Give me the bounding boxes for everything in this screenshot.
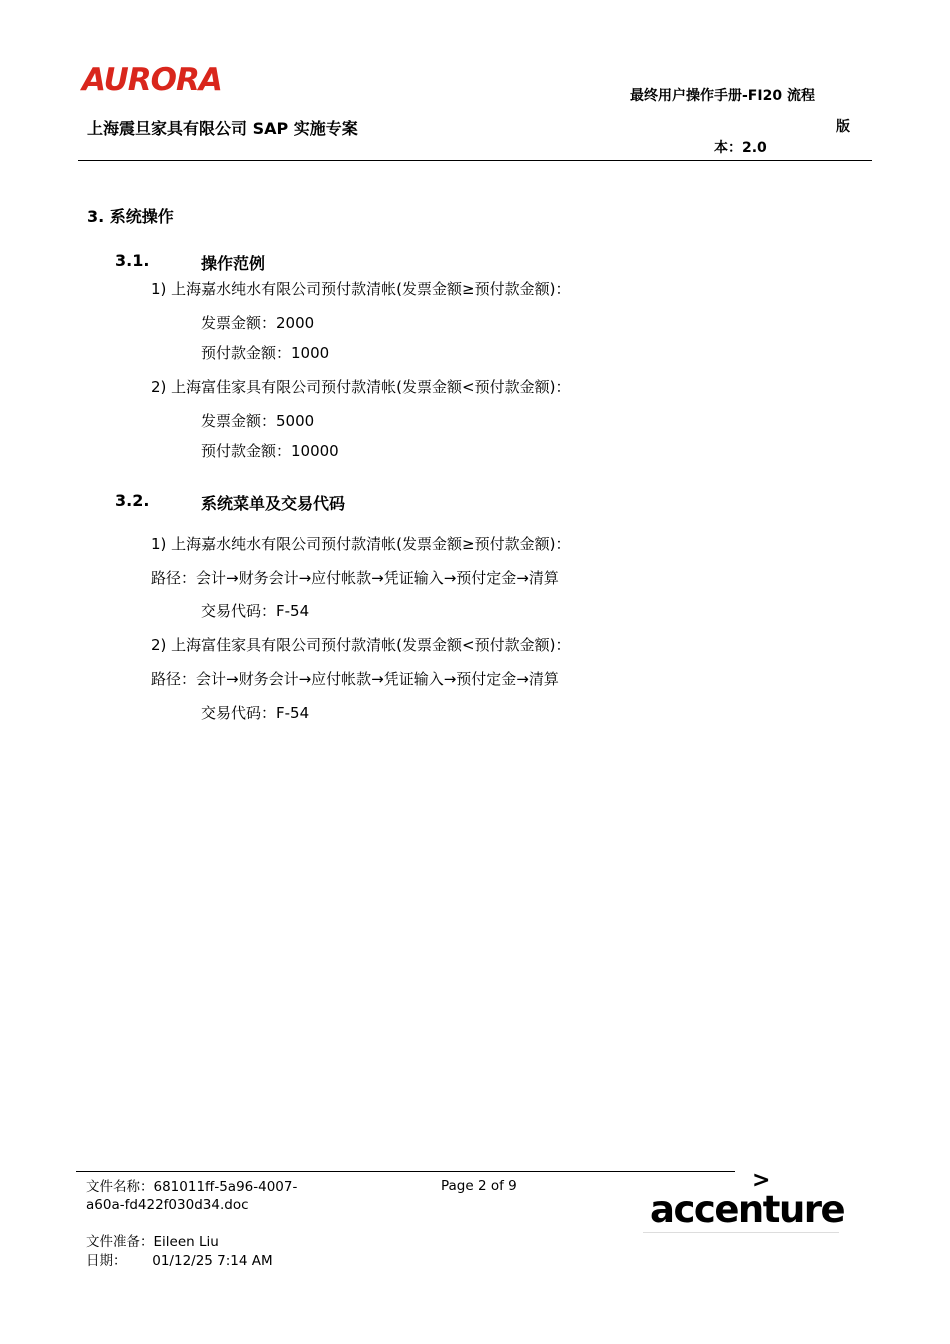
menu-item-1: 1) 上海嘉水纯水有限公司预付款清帐(发票金额≥预付款金额)：: [151, 535, 571, 553]
menu-item-2: 2) 上海富佳家具有限公司预付款清帐(发票金额<预付款金额)：: [151, 636, 571, 654]
subsection-number-3-1: 3.1.: [115, 251, 150, 270]
logo-underline: [643, 1232, 839, 1233]
aurora-logo: AURORA: [82, 62, 222, 98]
footer-filename-line1: 文件名称：681011ff-5a96-4007-: [86, 1179, 298, 1195]
manual-title: 最终用户操作手册-FI20 流程: [630, 88, 815, 104]
company-project-title: 上海震旦家具有限公司 SAP 实施专案: [87, 119, 358, 138]
transaction-code-2: 交易代码：F-54: [201, 704, 310, 722]
page-number: Page 2 of 9: [441, 1178, 517, 1194]
example-2-prepay-amount: 预付款金额：10000: [201, 442, 339, 460]
footer-divider: [76, 1171, 735, 1172]
footer-date: 日期： 01/12/25 7:14 AM: [86, 1253, 273, 1269]
subsection-number-3-2: 3.2.: [115, 491, 150, 510]
example-item-2: 2) 上海富佳家具有限公司预付款清帐(发票金额<预付款金额)：: [151, 378, 571, 396]
accenture-logo: accenture: [650, 1188, 845, 1231]
footer-prepared-by: 文件准备：Eileen Liu: [86, 1234, 219, 1250]
version-label: 本：2.0: [714, 140, 767, 156]
section-heading: 3. 系统操作: [87, 207, 174, 226]
subsection-title-3-1: 操作范例: [201, 254, 266, 273]
transaction-code-1: 交易代码：F-54: [201, 602, 310, 620]
header-divider: [78, 160, 872, 161]
menu-path-2: 路径：会计→财务会计→应付帐款→凭证输入→预付定金→清算: [151, 670, 559, 688]
example-1-prepay-amount: 预付款金额：1000: [201, 344, 330, 362]
example-2-invoice-amount: 发票金额：5000: [201, 412, 315, 430]
example-item-1: 1) 上海嘉水纯水有限公司预付款清帐(发票金额≥预付款金额)：: [151, 280, 571, 298]
example-1-invoice-amount: 发票金额：2000: [201, 314, 315, 332]
footer-filename-line2: a60a-fd422f030d34.doc: [86, 1197, 249, 1213]
version-label-ban: 版: [836, 119, 850, 135]
subsection-title-3-2: 系统菜单及交易代码: [201, 494, 346, 513]
menu-path-1: 路径：会计→财务会计→应付帐款→凭证输入→预付定金→清算: [151, 569, 559, 587]
accenture-logo-mark: >: [752, 1168, 771, 1193]
